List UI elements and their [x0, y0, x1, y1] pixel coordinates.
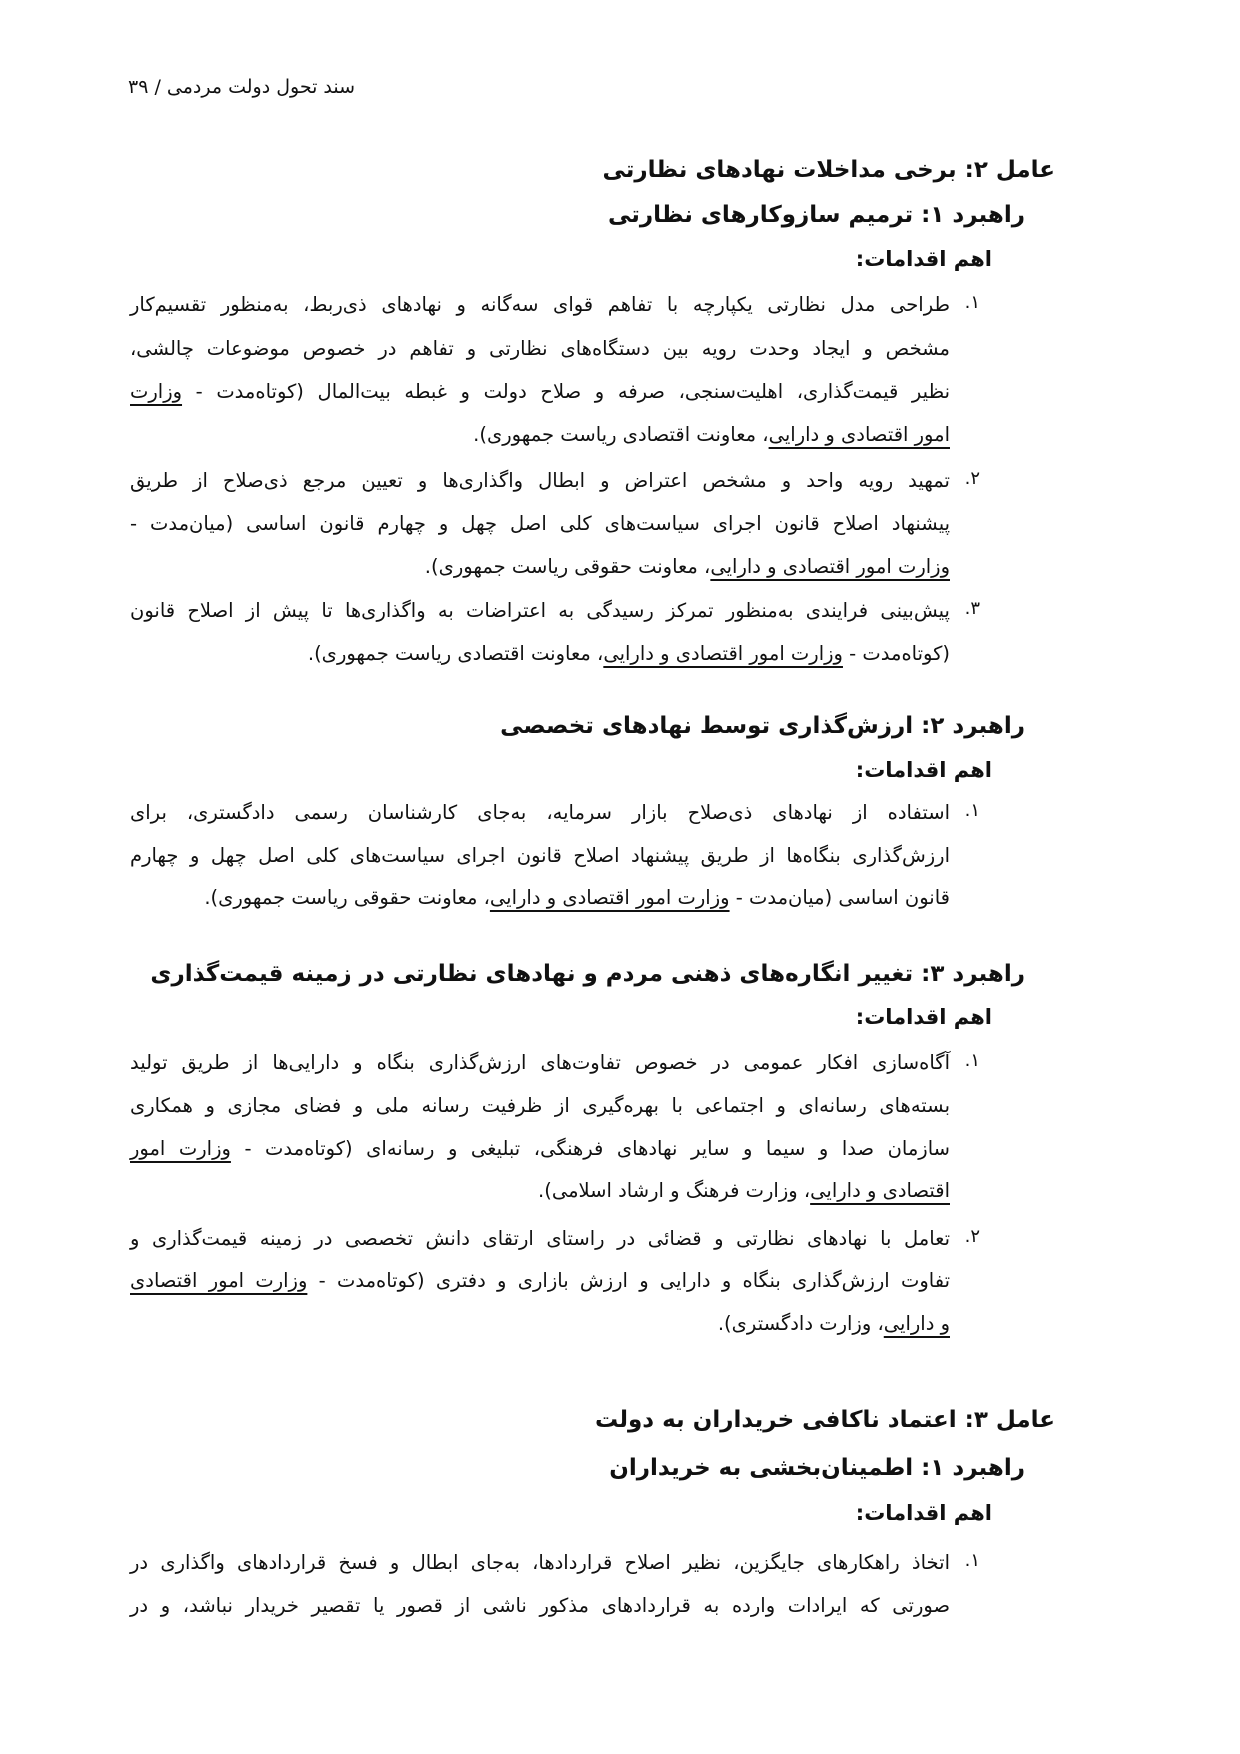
list-item-line — [130, 377, 950, 407]
list-item-line — [130, 552, 950, 582]
strategy-heading: راهبرد ۱: ترمیم سازوکارهای نظارتی — [608, 202, 1025, 228]
actions-label: اهم اقدامات: — [855, 1005, 992, 1029]
line-text: ، وزارت دادگستری). — [717, 1312, 884, 1335]
strategy-heading: راهبرد ۳: تغییر انگاره‌های ذهنی مردم و نهادهای نظارتی در زمینه قیمت‌گذاری — [150, 961, 1025, 987]
underlined-text: امور اقتصادی و دارایی — [768, 423, 950, 446]
list-item-line — [130, 639, 950, 669]
running-header: سند تحول دولت مردمی / ۳۹ — [128, 76, 356, 98]
line-text: ، وزارت فرهنگ و ارشاد اسلامی). — [538, 1179, 811, 1202]
list-number: ۱. — [964, 292, 980, 313]
list-item-line: طراحی مدل نظارتی یکپارچه با تفاهم قوای سه‌گانه و نهادهای ذی‌ربط، به‌منظور تقسیم‌کار — [130, 293, 950, 316]
actions-label: اهم اقدامات: — [855, 1501, 992, 1525]
line-text: نظیر قیمت‌گذاری، اهلیت‌سنجی، صرفه و صلاح دولت و غبطه بیت‌المال (کوتاه‌مدت - — [182, 380, 950, 403]
list-number: ۱. — [964, 1050, 980, 1071]
line-text: سازمان صدا و سیما و سایر نهادهای فرهنگی، تبلیغی و رسانه‌ای (کوتاه‌مدت - — [230, 1137, 950, 1160]
list-item-line — [130, 1266, 950, 1296]
list-item-line — [130, 1176, 950, 1206]
list-item-line — [130, 420, 950, 450]
section-heading: عامل ۲: برخی مداخلات نهادهای نظارتی — [602, 157, 1055, 183]
list-item-line — [130, 883, 950, 913]
strategy-heading: راهبرد ۱: اطمینان‌بخشی به خریداران — [609, 1455, 1025, 1481]
line-text: ، معاونت اقتصادی ریاست جمهوری). — [473, 423, 769, 446]
line-text: ، معاونت حقوقی ریاست جمهوری). — [424, 555, 711, 578]
list-number: ۳. — [964, 598, 980, 619]
list-number: ۱. — [964, 1550, 980, 1571]
list-item-line: مشخص و ایجاد وحدت رویه بین دستگاه‌های نظارتی و تفاهم در خصوص موضوعات چالشی، — [130, 337, 950, 360]
list-item-line: بسته‌های رسانه‌ای و اجتماعی با بهره‌گیری از ظرفیت رسانه ملی و فضای مجازی و همکاری — [130, 1094, 950, 1117]
underlined-text: وزارت امور اقتصادی و دارایی — [603, 642, 843, 665]
list-item-line: تعامل با نهادهای نظارتی و قضائی در راستای ارتقای دانش تخصصی در زمینه قیمت‌گذاری و — [130, 1227, 950, 1250]
list-item-line: ارزش‌گذاری بنگاه‌ها از طریق پیشنهاد اصلاح قانون اجرای سیاست‌های کلی اصل چهل و چهارم — [130, 844, 950, 867]
underlined-text: وزارت امور اقتصادی — [130, 1269, 308, 1292]
list-item-line — [130, 1134, 950, 1164]
list-item-line: تمهید رویه واحد و مشخص اعتراض و ابطال واگذاری‌ها و تعیین مرجع ذی‌صلاح از طریق — [130, 469, 950, 492]
underlined-text: و دارایی — [883, 1312, 950, 1335]
list-number: ۲. — [964, 468, 980, 489]
list-item-line: صورتی که ایرادات وارده به قراردادهای مذکور ناشی از قصور یا تقصیر خریدار نباشد، و در — [130, 1594, 950, 1617]
underlined-text: وزارت امور — [130, 1137, 231, 1160]
line-text: تفاوت ارزش‌گذاری بنگاه و دارایی و ارزش بازاری و دفتری (کوتاه‌مدت - — [307, 1269, 951, 1292]
underlined-text: وزارت امور اقتصادی و دارایی — [489, 886, 730, 909]
list-item-line: پیش‌بینی فرایندی به‌منظور تمرکز رسیدگی به اعتراضات به واگذاری‌ها تا پیش از اصلاح قانون — [130, 599, 950, 622]
underlined-text: وزارت — [130, 380, 183, 403]
actions-label: اهم اقدامات: — [855, 247, 992, 271]
list-item-line — [130, 1309, 950, 1339]
list-number: ۲. — [964, 1226, 980, 1247]
strategy-heading: راهبرد ۲: ارزش‌گذاری توسط نهادهای تخصصی — [500, 713, 1025, 739]
line-text: قانون اساسی (میان‌مدت - — [729, 886, 950, 909]
list-item-line: اتخاذ راهکارهای جایگزین، نظیر اصلاح قراردادها، به‌جای ابطال و فسخ قراردادهای واگذاری در — [130, 1551, 950, 1574]
underlined-text: وزارت امور اقتصادی و دارایی — [710, 555, 950, 578]
line-text: ، معاونت حقوقی ریاست جمهوری). — [204, 886, 490, 909]
list-item-line: استفاده از نهادهای ذی‌صلاح بازار سرمایه، به‌جای کارشناسان رسمی دادگستری، برای — [130, 801, 950, 824]
line-text: (کوتاه‌مدت - — [842, 642, 950, 665]
section-heading: عامل ۳: اعتماد ناکافی خریداران به دولت — [595, 1407, 1055, 1433]
list-item-line: آگاه‌سازی افکار عمومی در خصوص تفاوت‌های ارزش‌گذاری بنگاه و دارایی‌ها از طریق تولید — [130, 1051, 950, 1074]
list-item-line: پیشنهاد اصلاح قانون اجرای سیاست‌های کلی اصل چهل و چهارم قانون اساسی (میان‌مدت - — [130, 512, 950, 535]
line-text: ، معاونت اقتصادی ریاست جمهوری). — [307, 642, 604, 665]
actions-label: اهم اقدامات: — [855, 758, 992, 782]
underlined-text: اقتصادی و دارایی — [810, 1179, 950, 1202]
list-number: ۱. — [964, 800, 980, 821]
